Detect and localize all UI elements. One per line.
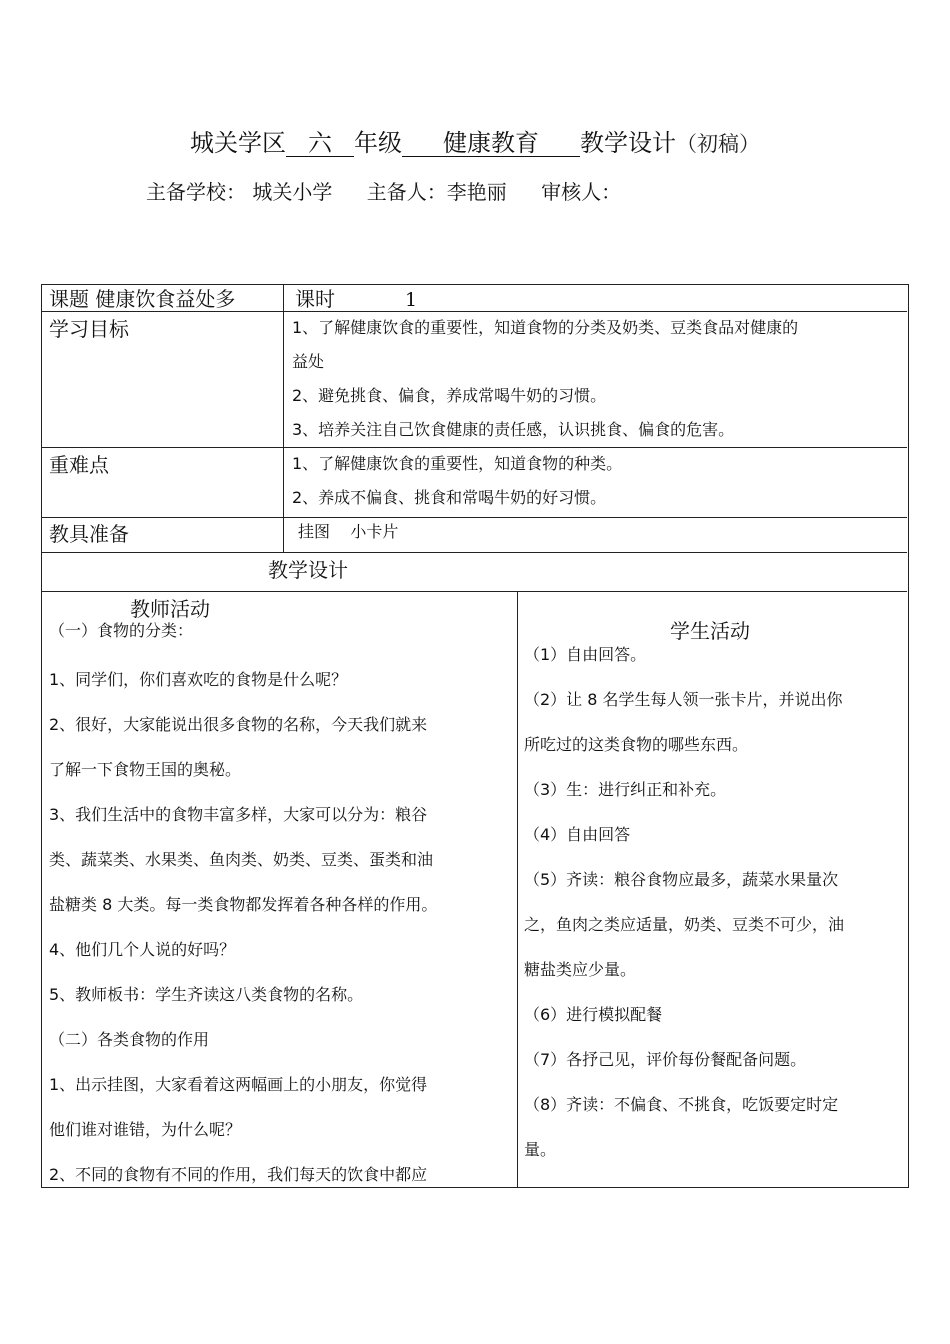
school-info: 主备学校： 城关小学 xyxy=(146,180,333,204)
keypoint-line: 2、养成不偏食、挑食和常喝牛奶的好习惯。 xyxy=(292,488,607,507)
student-activities xyxy=(524,632,906,1172)
subject-blank: 健康教育 xyxy=(402,130,580,157)
student-line: （1）自由回答。 xyxy=(524,645,647,664)
period-label: 课时 xyxy=(295,287,335,311)
student-line: （6）进行模拟配餐 xyxy=(524,1005,663,1024)
row-divider xyxy=(42,591,907,592)
col-divider xyxy=(517,591,518,1187)
objective-line: 2、避免挑食、偏食，养成常喝牛奶的习惯。 xyxy=(292,386,607,405)
reviewer-info: 审核人： xyxy=(541,180,622,204)
teacher-activities xyxy=(49,617,514,1197)
student-line: 所吃过的这类食物的哪些东西。 xyxy=(524,735,749,754)
design-section-title: 教学设计 xyxy=(268,558,348,582)
objective-line: 1、了解健康饮食的重要性，知道食物的分类及奶类、豆类食品对健康的 xyxy=(292,318,799,337)
student-line: （8）齐读：不偏食、不挑食，吃饭要定时定 xyxy=(524,1095,839,1114)
topic-label: 课题 xyxy=(49,287,89,311)
period-value: 1 xyxy=(405,289,418,311)
grade-blank: 六 xyxy=(286,130,354,157)
teacher-line: 盐糖类 8 大类。每一类食物都发挥着各种各样的作用。 xyxy=(49,895,438,914)
row-divider xyxy=(42,552,907,553)
teacher-line: 1、出示挂图，大家看着这两幅画上的小朋友，你觉得 xyxy=(49,1075,428,1094)
topic-value: 健康饮食益处多 xyxy=(95,287,236,311)
objectives-label: 学习目标 xyxy=(49,317,129,341)
student-line: （7）各抒己见，评价每份餐配备问题。 xyxy=(524,1050,807,1069)
teacher-line: （二）各类食物的作用 xyxy=(49,1030,210,1049)
teacher-line: 1、同学们，你们喜欢吃的食物是什么呢？ xyxy=(49,670,348,689)
grade-suffix: 年级 xyxy=(354,129,402,157)
objective-line: 3、培养关注自己饮食健康的责任感，认识挑食、偏食的危害。 xyxy=(292,420,735,439)
student-line: （2）让 8 名学生每人领一张卡片，并说出你 xyxy=(524,690,843,709)
lesson-table xyxy=(41,284,909,1188)
col-divider xyxy=(283,285,284,552)
preparer-info: 主备人：李艳丽 xyxy=(366,180,507,204)
design-label: 教学设计 xyxy=(580,129,676,157)
period-cell xyxy=(295,285,895,311)
teacher-line: 4、他们几个人说的好吗？ xyxy=(49,940,236,959)
tools-value: 挂图 小卡片 xyxy=(298,522,399,541)
teacher-line: 他们谁对谁错，为什么呢？ xyxy=(49,1120,242,1139)
teacher-line: 类、蔬菜类、水果类、鱼肉类、奶类、豆类、蛋类和油 xyxy=(49,850,434,869)
teacher-line: 2、不同的食物有不同的作用，我们每天的饮食中都应 xyxy=(49,1165,428,1184)
keypoints-list xyxy=(292,447,904,515)
teacher-line: 了解一下食物王国的奥秘。 xyxy=(49,760,242,779)
topic-cell xyxy=(49,285,281,311)
teacher-line: 3、我们生活中的食物丰富多样，大家可以分为：粮谷 xyxy=(49,805,428,824)
student-line: （4）自由回答 xyxy=(524,825,631,844)
student-line: （3）生：进行纠正和补充。 xyxy=(524,780,727,799)
meta-line xyxy=(146,177,649,207)
student-line: （5）齐读：粮谷食物应最多，蔬菜水果量次 xyxy=(524,870,839,889)
objectives-list xyxy=(292,311,904,447)
document-title xyxy=(0,126,950,161)
objective-line: 益处 xyxy=(292,352,325,371)
keypoint-line: 1、了解健康饮食的重要性，知道食物的种类。 xyxy=(292,454,623,473)
keypoints-label: 重难点 xyxy=(49,453,109,477)
student-line: 之，鱼肉之类应适量，奶类、豆类不可少，油 xyxy=(524,915,845,934)
student-line: 量。 xyxy=(524,1140,557,1159)
teacher-line: 2、很好，大家能说出很多食物的名称，今天我们就来 xyxy=(49,715,428,734)
student-heading: 学生活动 xyxy=(670,619,750,643)
draft-label: （初稿） xyxy=(676,132,760,156)
teacher-line: （一）食物的分类： xyxy=(49,621,194,640)
teacher-line: 5、教师板书：学生齐读这八类食物的名称。 xyxy=(49,985,364,1004)
teacher-heading: 教师活动 xyxy=(130,597,210,621)
student-line: 糖盐类应少量。 xyxy=(524,960,637,979)
tools-label: 教具准备 xyxy=(49,522,129,546)
title-prefix: 城关学区 xyxy=(190,129,286,157)
